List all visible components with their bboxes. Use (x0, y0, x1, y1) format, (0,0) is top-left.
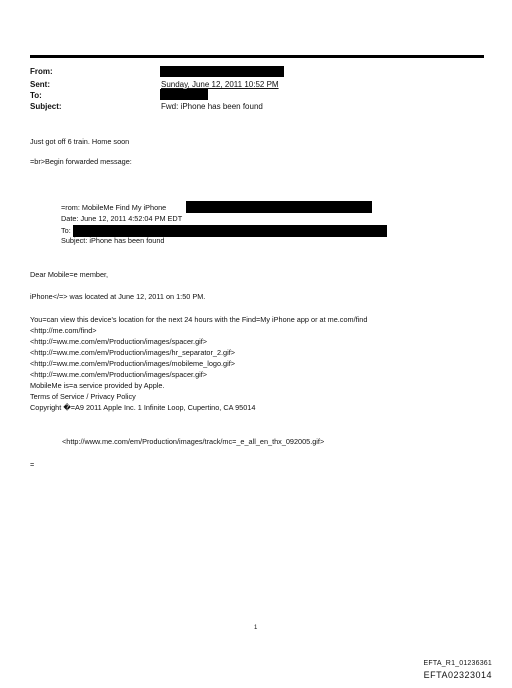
to-label: To: (30, 91, 42, 100)
fwd-from: =rom: MobileMe Find My iPhone (61, 203, 167, 212)
redaction-from (160, 66, 284, 77)
redaction-to (160, 89, 208, 100)
sent-value: Sunday, June 12, 2011 10:52 PM (161, 80, 279, 89)
subject-value: Fwd: iPhone has been found (161, 102, 263, 111)
greeting: Dear Mobile=e member, (30, 270, 109, 279)
fwd-subject: Subject: iPhone has been found (61, 236, 165, 245)
copyright-line: Copyright �=A9 2011 Apple Inc. 1 Infinite Loop, Cupertino, CA 95014 (30, 403, 256, 412)
subject-label: Subject: (30, 102, 62, 111)
redaction-fwd-from (186, 201, 372, 213)
link-mobileme-logo[interactable]: <http://=ww.me.com/em/Production/images/mobileme_logo.gif> (30, 359, 236, 368)
located-line: iPhone</=> was located at June 12, 2011 on 1:50 PM. (30, 292, 206, 301)
sent-label: Sent: (30, 80, 50, 89)
terms-line[interactable]: Terms of Service / Privacy Policy (30, 392, 136, 401)
body-line-2: =br>Begin forwarded message: (30, 157, 132, 166)
body-line-1: Just got off 6 train. Home soon (30, 137, 130, 146)
link-spacer-1[interactable]: <http://=ww.me.com/em/Production/images/spacer.gif> (30, 337, 208, 346)
link-find[interactable]: <http://me.com/find> (30, 326, 97, 335)
page-number: 1 (254, 625, 258, 631)
service-line: MobileMe is=a service provided by Apple. (30, 381, 165, 390)
fwd-to: To: (61, 226, 71, 235)
fwd-date: Date: June 12, 2011 4:52:04 PM EDT (61, 214, 183, 223)
track-link[interactable]: <http://www.me.com/em/Production/images/track/mc=_e_all_en_thx_092005.gif> (62, 437, 325, 446)
from-label: From: (30, 67, 53, 76)
bates-number-2: EFTA02323014 (423, 670, 492, 680)
top-rule (30, 55, 484, 58)
end-marker: = (30, 460, 35, 469)
link-hr-separator[interactable]: <http://=ww.me.com/em/Production/images/hr_separator_2.gif> (30, 348, 236, 357)
bates-number-1: EFTA_R1_01236361 (423, 660, 492, 667)
link-spacer-2[interactable]: <http://=ww.me.com/em/Production/images/spacer.gif> (30, 370, 208, 379)
view-line: You=can view this device's location for the next 24 hours with the Find=My iPhone app or at me.com/find (30, 315, 368, 324)
